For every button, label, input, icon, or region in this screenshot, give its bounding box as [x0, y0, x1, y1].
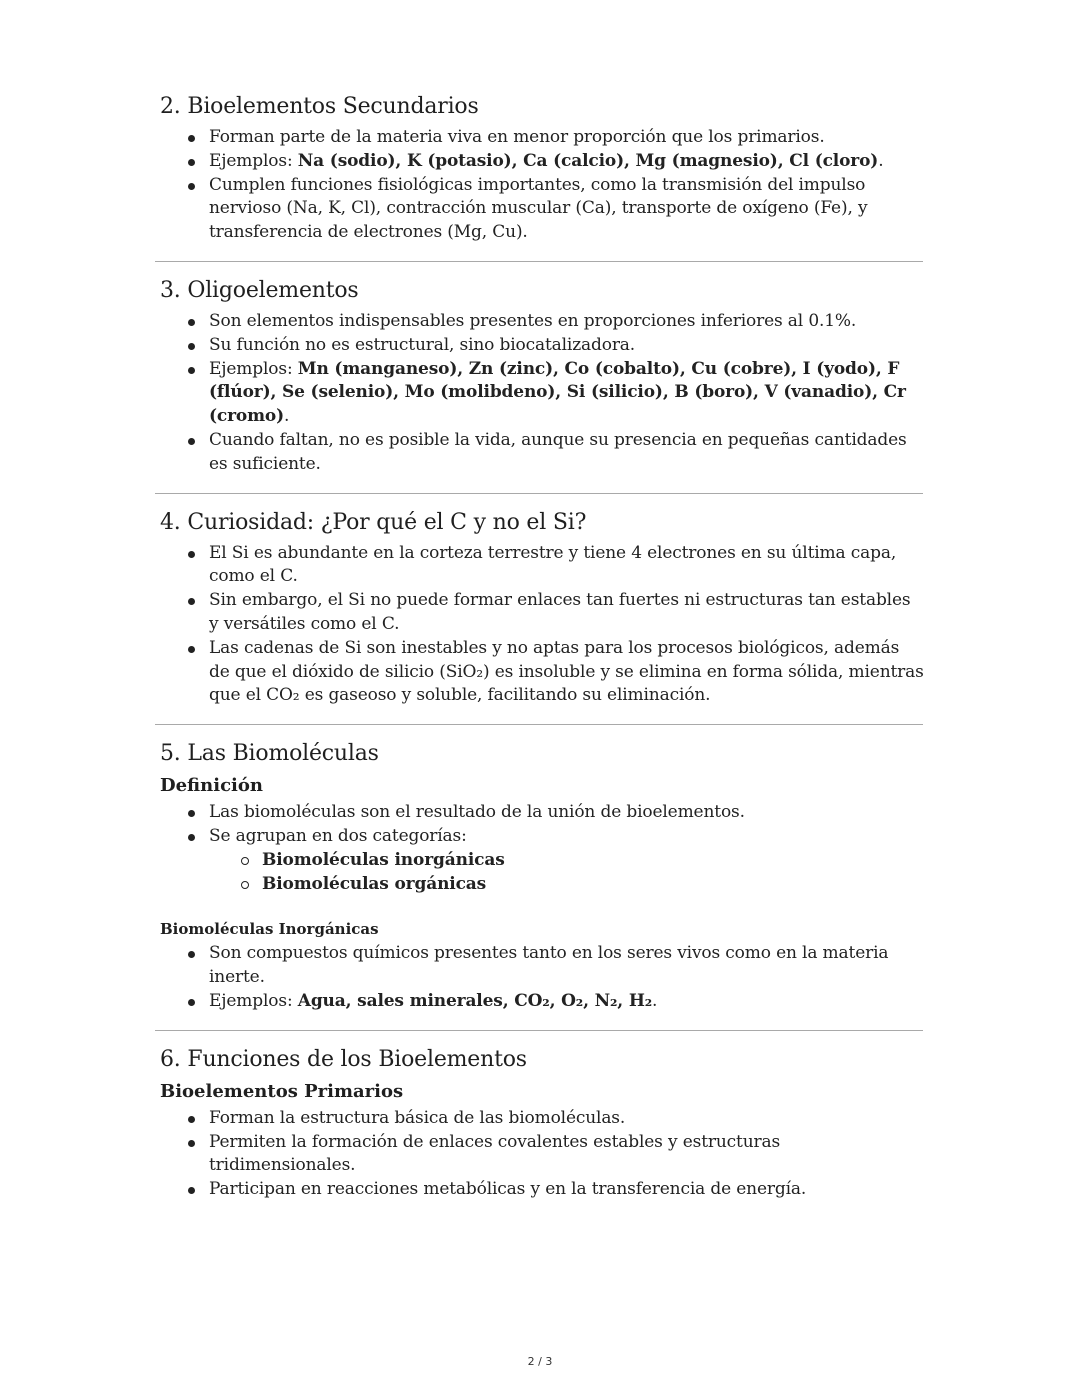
item-text: . — [878, 150, 884, 171]
item-text: . — [652, 990, 658, 1011]
section-title: 5. Las Biomoléculas — [160, 741, 379, 767]
list-item: Participan en reacciones metabólicas y en la transferencia de energía. — [209, 1178, 924, 1202]
bullet-list — [158, 126, 924, 245]
item-bold-text: Biomoléculas orgánicas — [262, 873, 487, 894]
divider — [155, 724, 923, 725]
item-text: Se agrupan en dos categorías: — [209, 825, 467, 846]
subsection-title: Definición — [160, 775, 263, 797]
section-biomoleculas — [158, 739, 924, 1014]
sub-list-item — [262, 873, 924, 897]
list-item: Cumplen funciones fisiológicas importantes, como la transmisión del impulso nervioso (Na, K, Cl), contracción muscular (Ca), transporte de oxígeno (Fe), y transferencia de electrones (Mg, Cu). — [209, 174, 924, 245]
list-item: Permiten la formación de enlaces covalentes estables y estructuras tridimensionales. — [209, 1131, 924, 1179]
item-bold-text: Agua, sales minerales, CO₂, O₂, N₂, H₂ — [297, 990, 653, 1011]
list-item: Su función no es estructural, sino biocatalizadora. — [209, 334, 924, 358]
section-title: 4. Curiosidad: ¿Por qué el C y no el Si? — [160, 509, 587, 535]
item-text: Ejemplos: — [209, 150, 298, 171]
list-item: Las cadenas de Si son inestables y no aptas para los procesos biológicos, además de que el dióxido de silicio (SiO₂) es insoluble y se elimina en forma sólida, mientras que el CO₂ es gaseoso y soluble, facilitando su eliminación. — [209, 637, 924, 708]
page-number: 2 / 3 — [527, 1355, 553, 1368]
bullet-list — [158, 801, 924, 896]
item-bold-text: Na (sodio), K (potasio), Ca (calcio), Mg (magnesio), Cl (cloro) — [297, 150, 879, 171]
list-item: Sin embargo, el Si no puede formar enlaces tan fuertes ni estructuras tan estables y versátiles como el C. — [209, 589, 924, 637]
section-oligoelementos — [158, 276, 924, 477]
section-title: 3. Oligoelementos — [160, 277, 359, 303]
bullet-list — [158, 310, 924, 477]
sub-list-item — [262, 849, 924, 873]
list-item — [209, 990, 924, 1014]
minor-heading: Biomoléculas Inorgánicas — [160, 920, 379, 939]
divider — [155, 493, 923, 494]
list-item: El Si es abundante en la corteza terrestre y tiene 4 electrones en su última capa, como el C. — [209, 542, 924, 590]
list-item — [209, 825, 924, 896]
bullet-list — [158, 542, 924, 709]
list-item: Forman la estructura básica de las biomoléculas. — [209, 1107, 924, 1131]
item-bold-text: Biomoléculas inorgánicas — [262, 849, 505, 870]
list-item — [209, 150, 924, 174]
item-bold-text: Mn (manganeso), Zn (zinc), Co (cobalto), Cu (cobre), I (yodo), F (flúor), Se (selenio), Mo (molibdeno), Si (silicio), B (boro), V (vanadio), Cr (cromo) — [209, 358, 906, 427]
section-funciones — [158, 1045, 924, 1202]
document-page — [158, 92, 924, 1202]
section-curiosidad — [158, 508, 924, 709]
bullet-list — [158, 1107, 924, 1202]
bullet-list — [158, 942, 924, 1013]
item-text: . — [284, 406, 290, 427]
list-item — [209, 358, 924, 429]
divider — [155, 261, 923, 262]
section-title: 2. Bioelementos Secundarios — [160, 94, 479, 119]
list-item: Son compuestos químicos presentes tanto en los seres vivos como en la materia inerte. — [209, 942, 924, 990]
subsection-title: Bioelementos Primarios — [160, 1080, 404, 1102]
list-item: Las biomoléculas son el resultado de la unión de bioelementos. — [209, 801, 924, 825]
item-text: Ejemplos: — [209, 358, 298, 379]
divider — [155, 1030, 923, 1031]
section-bioelementos-secundarios — [158, 92, 924, 245]
section-title: 6. Funciones de los Bioelementos — [160, 1046, 527, 1072]
list-item: Forman parte de la materia viva en menor proporción que los primarios. — [209, 126, 924, 150]
list-item: Son elementos indispensables presentes en proporciones inferiores al 0.1%. — [209, 310, 924, 334]
sub-bullet-list — [209, 849, 924, 897]
item-text: Ejemplos: — [209, 990, 298, 1011]
list-item: Cuando faltan, no es posible la vida, aunque su presencia en pequeñas cantidades es suficiente. — [209, 429, 924, 477]
